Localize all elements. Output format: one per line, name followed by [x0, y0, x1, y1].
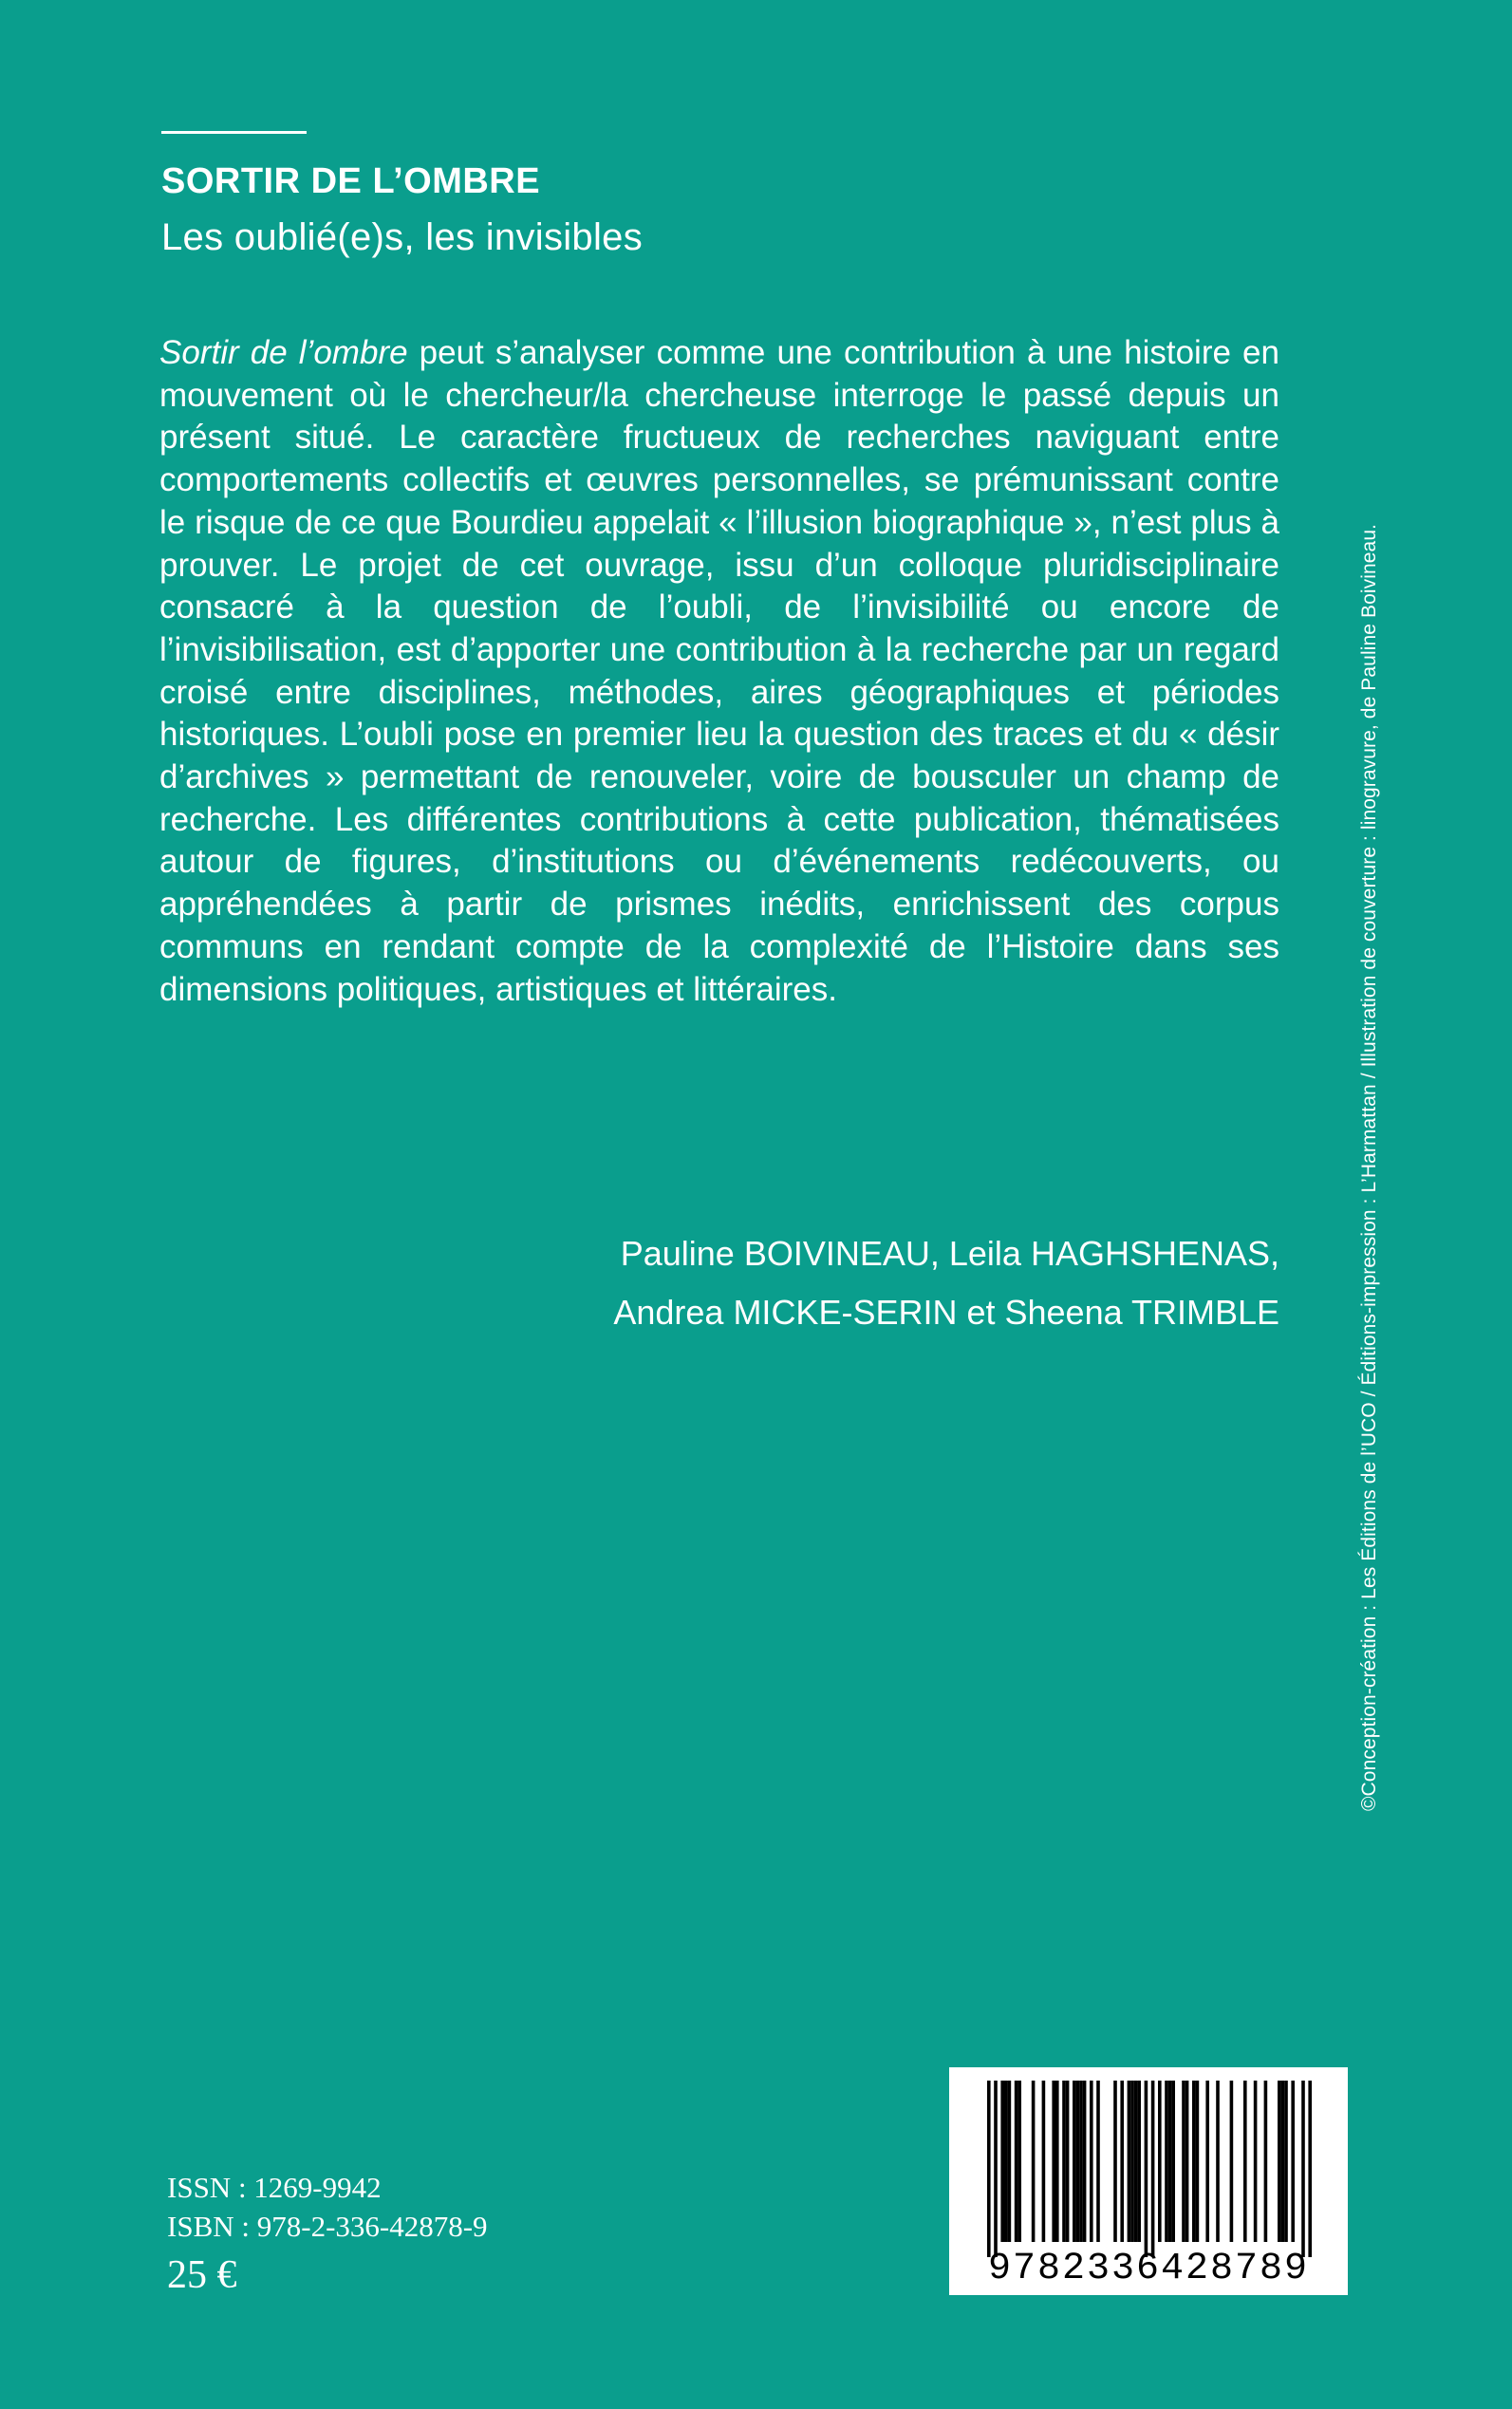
barcode-bar [1130, 2081, 1134, 2242]
barcode-bar [1216, 2081, 1220, 2242]
barcode-bar [1205, 2081, 1209, 2242]
barcode-bar [1291, 2081, 1295, 2242]
back-cover-blurb [159, 332, 1279, 1011]
barcode-bar [1254, 2081, 1258, 2242]
barcode-bar [1192, 2081, 1196, 2242]
barcode-bar [1137, 2081, 1141, 2242]
barcode-bar [1066, 2081, 1070, 2242]
barcode-bar [1083, 2081, 1087, 2242]
barcode-bar [1062, 2081, 1066, 2242]
price: 25 € [167, 2253, 237, 2297]
barcode-bar [1096, 2081, 1100, 2242]
barcode-bar [1120, 2081, 1124, 2242]
barcode-bar [1230, 2081, 1234, 2242]
barcode-bar [1055, 2081, 1059, 2242]
barcode-bars [987, 2081, 1312, 2257]
barcode-bar [1073, 2081, 1076, 2242]
barcode-bar [1052, 2081, 1055, 2242]
barcode-bar [1032, 2081, 1036, 2242]
barcode-bar [1182, 2081, 1185, 2242]
series-title: SORTIR DE L’OMBRE [161, 161, 541, 201]
barcode-bar [1284, 2081, 1288, 2242]
authors [613, 1224, 1279, 1342]
barcode-bar [1165, 2081, 1168, 2242]
blurb-text: peut s’analyser comme une contribution à une histoire en mouvement où le chercheur/la chercheuse interroge le passé depuis un présent situé. Le caractère fructueux de recherches naviguant entre comportements collectifs et œuvres personnelles, se prémunissant contre le risque de ce que Bourdieu appelait « l’illusion biographique », n’est plus à prouver. Le projet de cet ouvrage, issu d’un colloque pluridisciplinaire consacré à la question de l’oubli, de l’invisibilité ou encore de l’invisibilisation, est d’apporter une contribution à la recherche par un regard croisé entre disciplines, méthodes, aires géographiques et périodes historiques. L’oubli pose en premier lieu la question des traces et du « désir d’archives » permettant de renouveler, voire de bousculer un champ de recherche. Les différentes contributions à cette publication, thématisées autour de figures, d’institutions ou d’événements redécouverts, ou appréhendées à partir de prismes inédits, enrichissent des corpus communs en rendant compte de la complexité de l’Histoire dans ses dimensions politiques, artistiques et littéraires. [159, 334, 1279, 1008]
isbn: ISBN : 978-2-336-42878-9 [167, 2210, 488, 2243]
barcode-bar [1008, 2081, 1012, 2242]
barcode-bar [1308, 2081, 1312, 2257]
barcode-bar [1134, 2081, 1138, 2242]
barcode-bar [1185, 2081, 1189, 2242]
barcode-bar [1151, 2081, 1155, 2257]
barcode-bar [1000, 2081, 1004, 2242]
barcode-bar [987, 2081, 991, 2257]
barcode-bar [1076, 2081, 1080, 2242]
barcode-bar [1090, 2081, 1093, 2242]
barcode-bar [1158, 2081, 1162, 2242]
barcode-bar [1042, 2081, 1046, 2242]
barcode-bar [1128, 2081, 1131, 2242]
barcode-bar [1278, 2081, 1281, 2242]
barcode-bar [1281, 2081, 1285, 2242]
series-subtitle: Les oublié(e)s, les invisibles [161, 216, 644, 258]
barcode-bar [1015, 2081, 1018, 2242]
barcode-graphic [949, 2067, 1348, 2295]
title-rule [161, 131, 307, 134]
blurb-italic-lead: Sortir de l’ombre [159, 334, 408, 371]
authors-line-2: Andrea MICKE-SERIN et Sheena TRIMBLE [613, 1293, 1279, 1332]
barcode-bar [1243, 2081, 1247, 2242]
barcode-bar [1004, 2081, 1008, 2242]
barcode-digits: 9782336428789 [987, 2248, 1310, 2290]
barcode-bar [1301, 2081, 1305, 2257]
issn: ISSN : 1269-9942 [167, 2171, 382, 2204]
barcode-bar [1017, 2081, 1021, 2242]
credits-vertical: ©Conception-création : Les Éditions de l’UCO / Éditions-impression : L’Harmattan / Illustration de couverture : linogravure, de Pauline Boivineau. [1358, 523, 1380, 1812]
barcode-bar [1168, 2081, 1172, 2242]
authors-line-1: Pauline BOIVINEAU, Leila HAGHSHENAS, [620, 1234, 1279, 1273]
barcode-bar [1079, 2081, 1083, 2242]
barcode-bar [994, 2081, 998, 2257]
barcode-bar [1196, 2081, 1200, 2242]
barcode [949, 2067, 1348, 2295]
barcode-bar [1145, 2081, 1148, 2257]
barcode-bar [1113, 2081, 1117, 2242]
barcode-bar [1264, 2081, 1268, 2242]
barcode-bar [1171, 2081, 1175, 2242]
